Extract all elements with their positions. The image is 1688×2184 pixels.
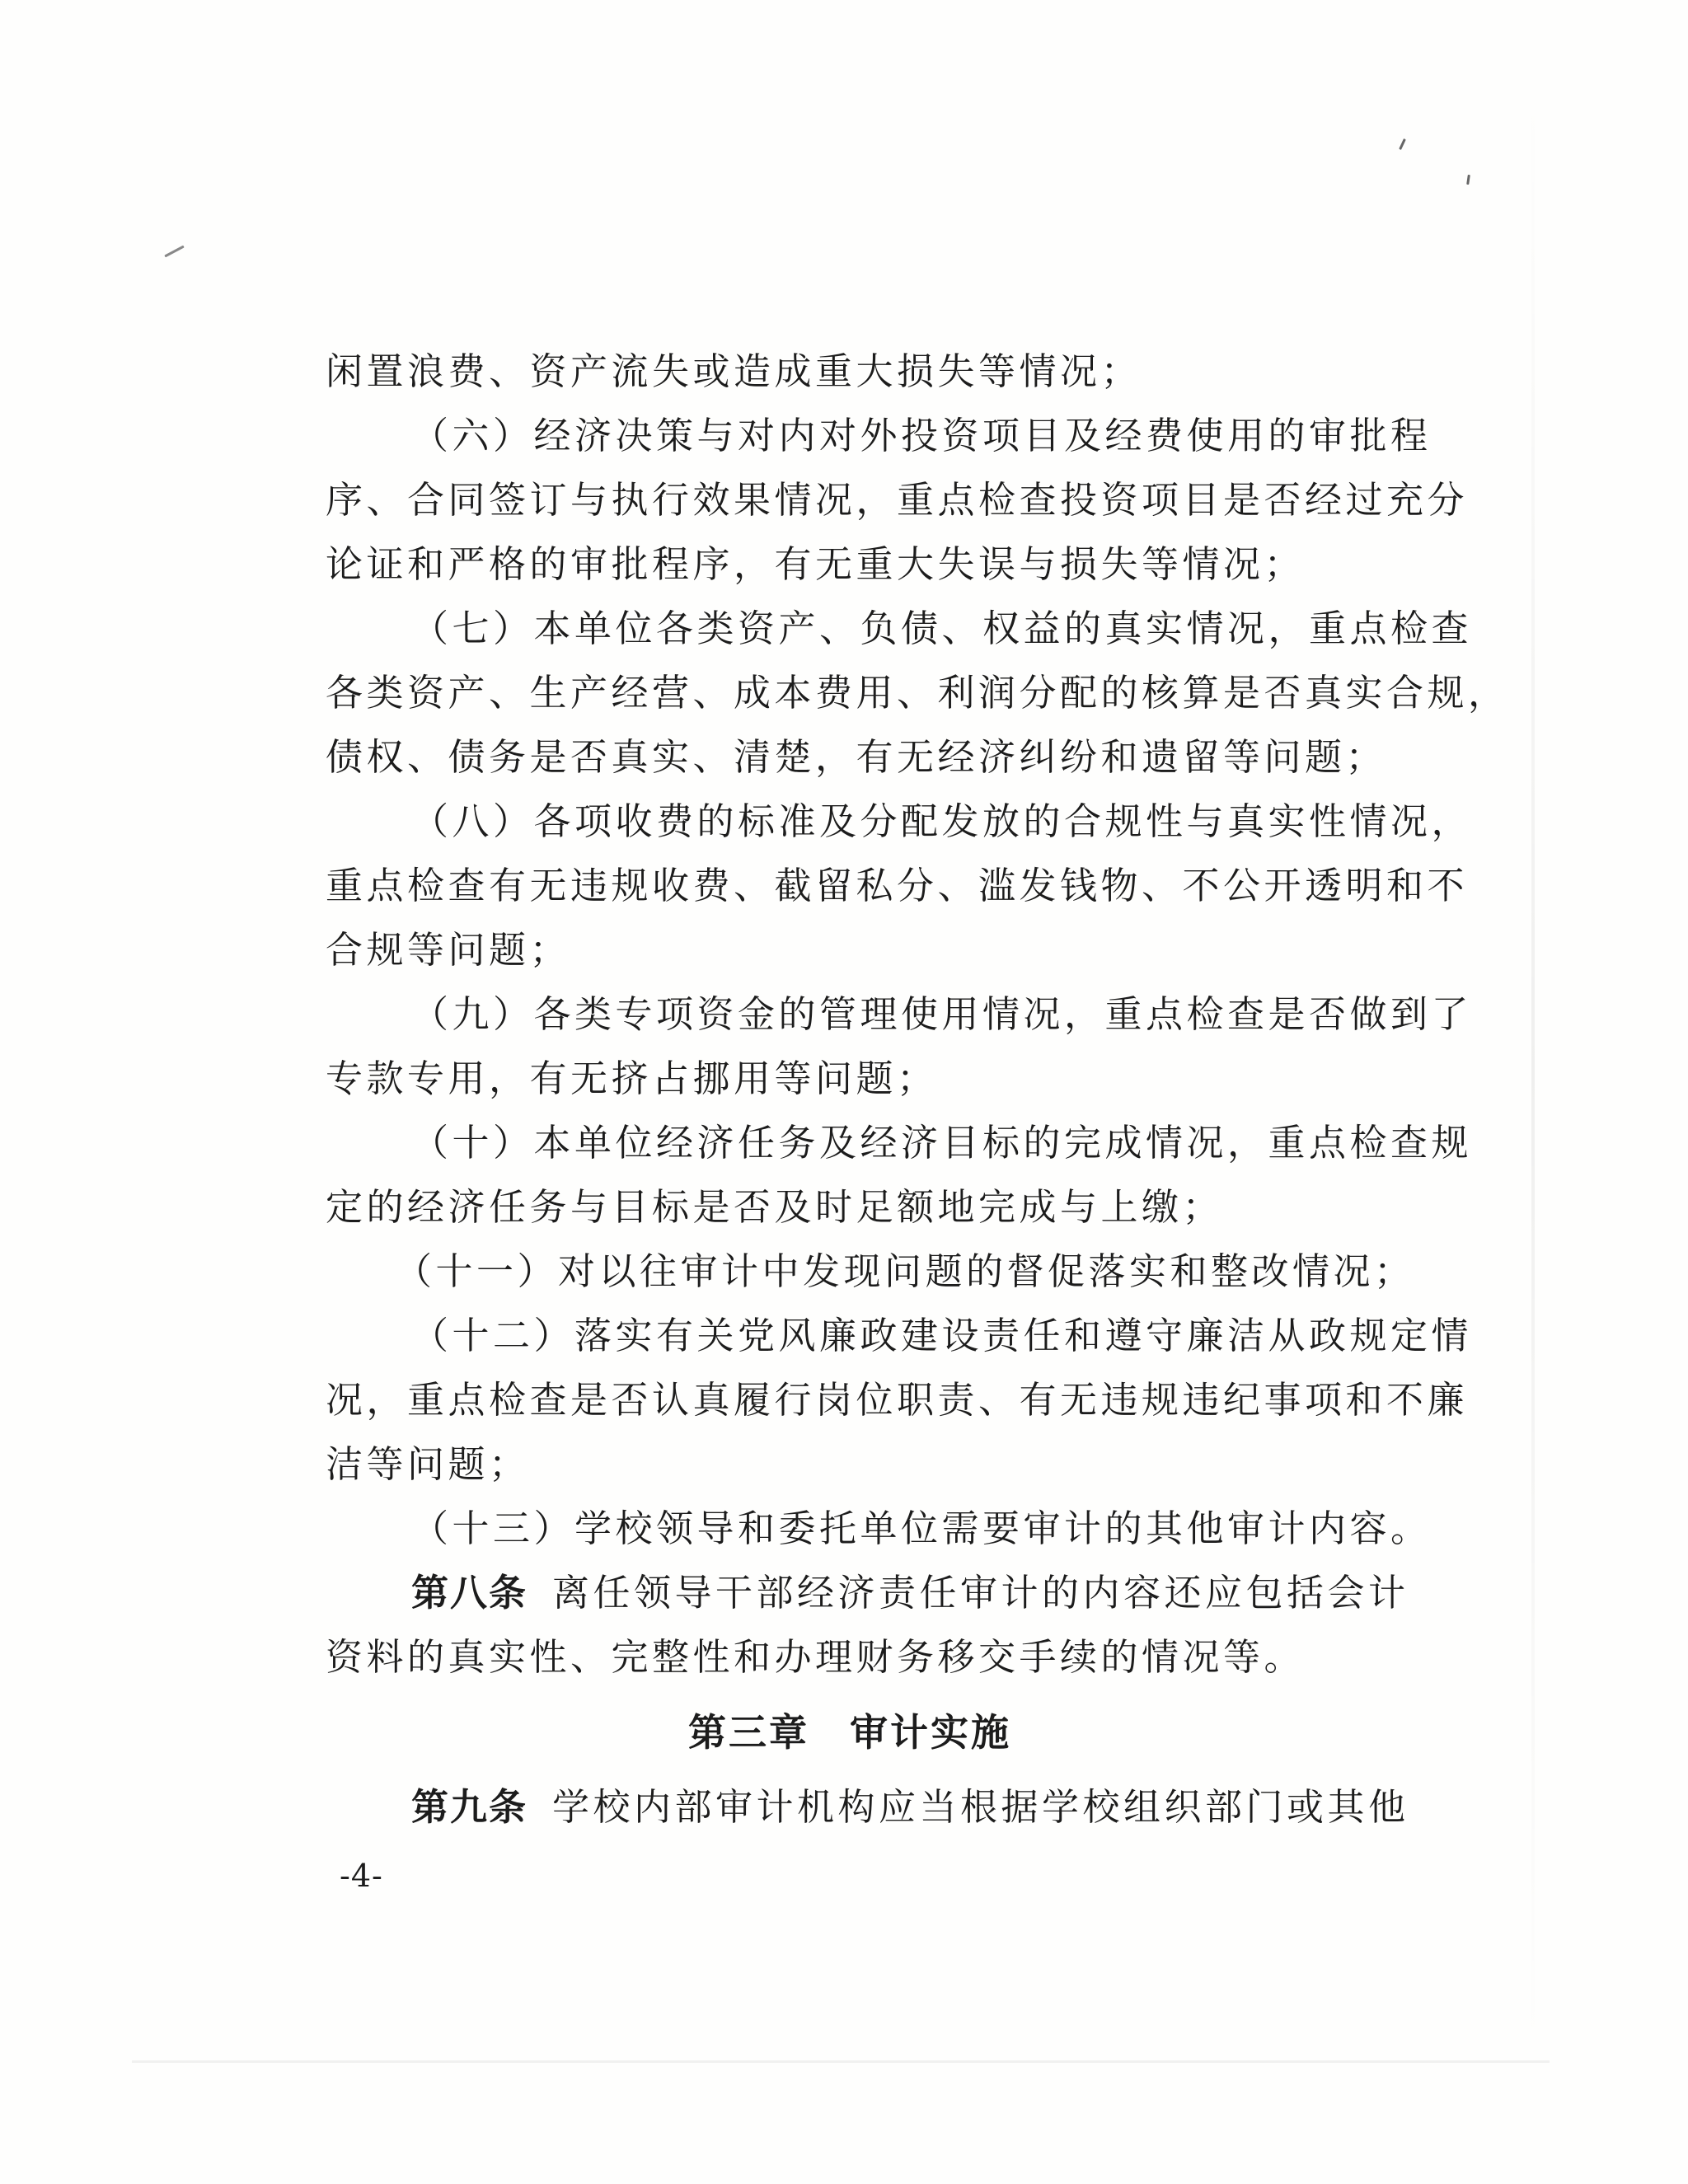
article-8-line-1 bbox=[326, 1561, 1409, 1625]
text-line: （六）经济决策与对内对外投资项目及经费使用的审批程 bbox=[411, 414, 1432, 457]
text-line: 洁等问题； bbox=[326, 1442, 530, 1486]
text-line: （十一）对以往审计中发现问题的督促落实和整改情况； bbox=[395, 1249, 1415, 1293]
text-line: （八）各项收费的标准及分配发放的合规性与真实性情况， bbox=[411, 799, 1473, 843]
article-9-line-1 bbox=[326, 1775, 1409, 1840]
text-line: （十三）学校领导和委托单位需要审计的其他审计内容。 bbox=[411, 1507, 1432, 1550]
document-body bbox=[326, 340, 1509, 1840]
article-9-text: 学校内部审计机构应当根据学校组织部门或其他 bbox=[552, 1785, 1409, 1829]
text-line: 合规等问题； bbox=[326, 928, 571, 972]
text-line: 专款专用，有无挤占挪用等问题； bbox=[326, 1057, 938, 1100]
text-line: 序、合同签订与执行效果情况，重点检查投资项目是否经过充分 bbox=[326, 478, 1469, 522]
scan-edge bbox=[1531, 82, 1535, 2060]
text-line: （十二）落实有关党风廉政建设责任和遵守廉洁从政规定情 bbox=[411, 1314, 1473, 1357]
text-line: 况，重点检查是否认真履行岗位职责、有无违规违纪事项和不廉 bbox=[326, 1378, 1469, 1422]
page-number: -4- bbox=[340, 1858, 383, 1894]
text-line: （九）各类专项资金的管理使用情况，重点检查是否做到了 bbox=[411, 992, 1473, 1036]
article-8-line-2: 资料的真实性、完整性和办理财务移交手续的情况等。 bbox=[326, 1635, 1306, 1679]
text-line: 重点检查有无违规收费、截留私分、滥发钱物、不公开透明和不 bbox=[326, 864, 1469, 907]
text-line: 债权、债务是否真实、清楚，有无经济纠纷和遗留等问题； bbox=[326, 735, 1387, 779]
article-8-text: 离任领导干部经济责任审计的内容还应包括会计 bbox=[552, 1571, 1409, 1615]
text-line: 闲置浪费、资产流失或造成重大损失等情况； bbox=[326, 349, 1142, 393]
scan-speck bbox=[1399, 138, 1406, 150]
article-9-label: 第九条 bbox=[411, 1785, 528, 1829]
scan-speck bbox=[164, 246, 184, 258]
text-line: （七）本单位各类资产、负债、权益的真实情况，重点检查 bbox=[411, 607, 1473, 650]
scan-speck bbox=[1466, 175, 1470, 185]
text-line: 论证和严格的审批程序，有无重大失误与损失等情况； bbox=[326, 542, 1306, 586]
chapter-heading: 第三章 审计实施 bbox=[688, 1710, 1011, 1755]
article-8-label: 第八条 bbox=[411, 1571, 528, 1615]
text-line: 各类资产、生产经营、成本费用、利润分配的核算是否真实合规， bbox=[326, 671, 1509, 715]
text-line: 定的经济任务与目标是否及时足额地完成与上缴； bbox=[326, 1185, 1224, 1229]
text-line: （十）本单位经济任务及经济目标的完成情况，重点检查规 bbox=[411, 1121, 1473, 1165]
scan-edge bbox=[132, 2060, 1550, 2063]
